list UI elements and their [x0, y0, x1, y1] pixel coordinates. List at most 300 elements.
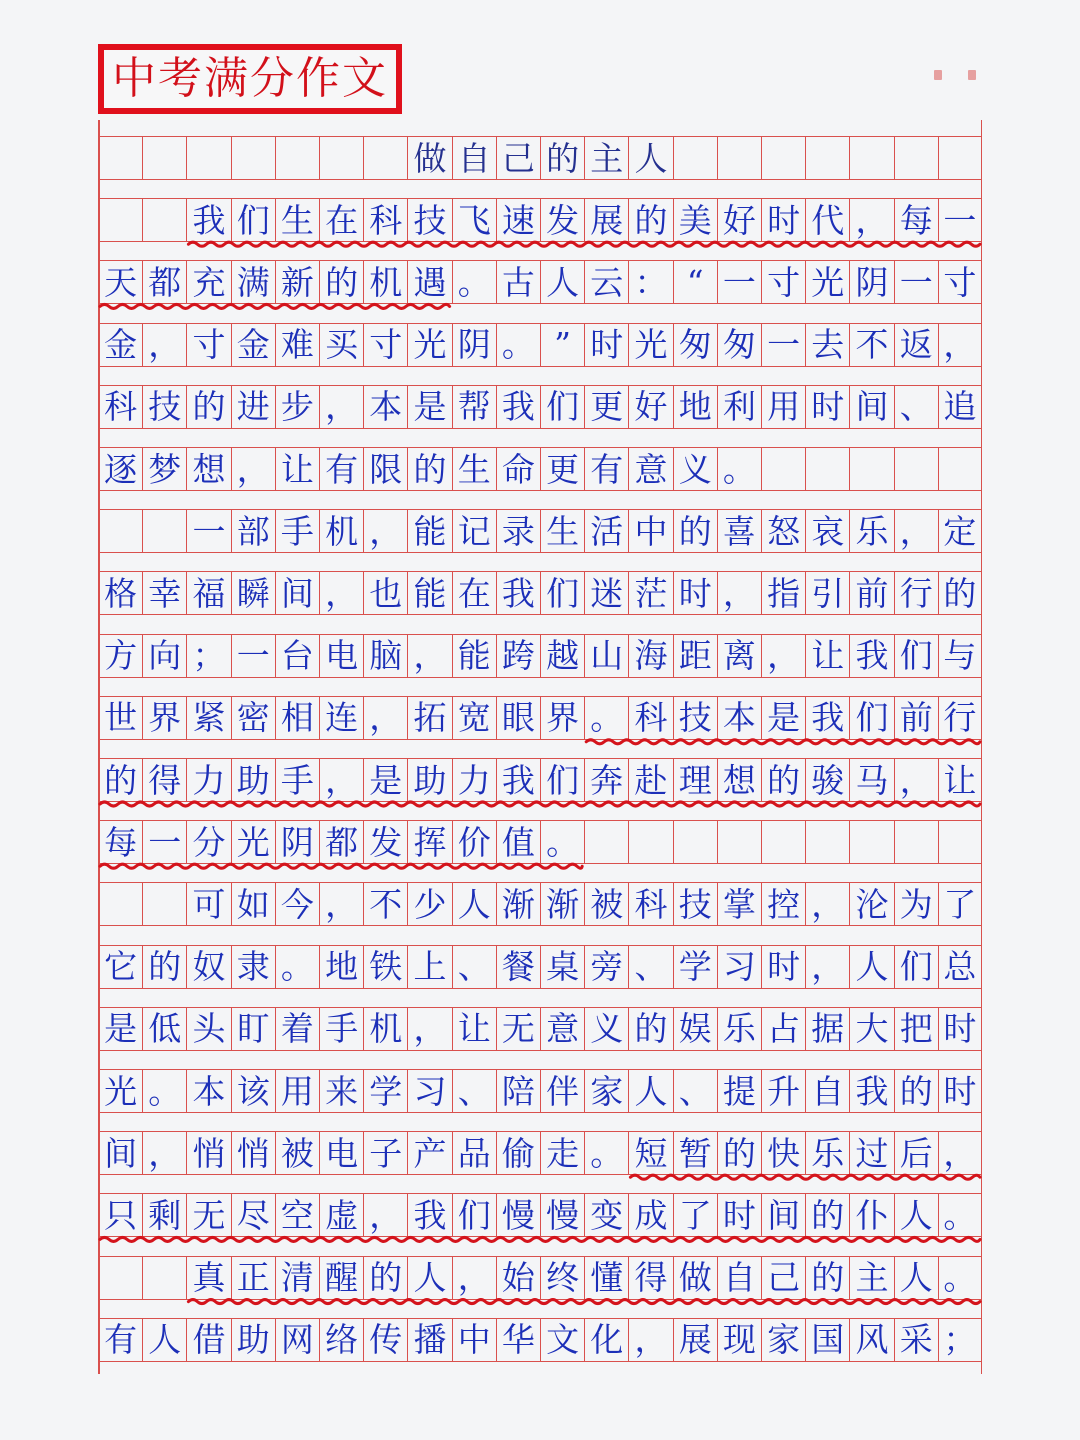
grid-cell: 络 — [319, 1319, 363, 1361]
grid-cell: 的 — [407, 448, 451, 490]
grid-cell: 、 — [628, 946, 672, 988]
grid-cell: 借 — [186, 1319, 230, 1361]
grid-cell: 悄 — [186, 1132, 230, 1174]
grid-cell: 科 — [98, 386, 142, 428]
grid-cell: 值 — [496, 821, 540, 863]
grid-cell: 品 — [452, 1132, 496, 1174]
grid-cell: 跨 — [496, 635, 540, 677]
grid-cell: 怒 — [761, 510, 805, 552]
grid-cell: 脑 — [363, 635, 407, 677]
grid-cell: 每 — [98, 821, 142, 863]
grid-cell — [142, 883, 186, 925]
grid-cell: 时 — [761, 946, 805, 988]
grid-cell: 金 — [98, 324, 142, 366]
grid-cell: 提 — [717, 1070, 761, 1112]
grid-cell: 始 — [496, 1257, 540, 1299]
grid-cell — [894, 821, 938, 863]
grid-cell: 代 — [805, 199, 849, 241]
grid-cell: 想 — [186, 448, 230, 490]
grid-cell: 网 — [275, 1319, 319, 1361]
grid-cell: 意 — [628, 448, 672, 490]
grid-cell: 中 — [452, 1319, 496, 1361]
grid-cell — [142, 1257, 186, 1299]
grid-cell: 记 — [452, 510, 496, 552]
grid-cell: 据 — [805, 1008, 849, 1050]
grid-cell: 剩 — [142, 1194, 186, 1236]
grid-cell: 让 — [452, 1008, 496, 1050]
grid-cell: 光 — [407, 324, 451, 366]
grid-cell: 家 — [761, 1319, 805, 1361]
grid-cell: 是 — [407, 386, 451, 428]
grid-cell: 是 — [761, 697, 805, 739]
grid-cell: 在 — [452, 572, 496, 614]
grid-cell: 占 — [761, 1008, 805, 1050]
grid-cell: 主 — [849, 1257, 893, 1299]
grid-cell: 逐 — [98, 448, 142, 490]
grid-cell: 追 — [938, 386, 982, 428]
grid-cell: 一 — [761, 324, 805, 366]
grid-cell — [849, 821, 893, 863]
grid-cell: 发 — [363, 821, 407, 863]
grid-cell: 自 — [452, 137, 496, 179]
grid-cell: 空 — [275, 1194, 319, 1236]
grid-cell: ， — [407, 635, 451, 677]
grid-cell: 奴 — [186, 946, 230, 988]
grid-cell: 好 — [717, 199, 761, 241]
grid-cell: ， — [363, 697, 407, 739]
grid-cell: 少 — [407, 883, 451, 925]
grid-cell: 阴 — [452, 324, 496, 366]
grid-cell: 哀 — [805, 510, 849, 552]
grid-cell: 机 — [363, 261, 407, 303]
grid-cell: ， — [142, 1132, 186, 1174]
grid-cell — [98, 199, 142, 241]
grid-cell: 一 — [938, 199, 982, 241]
grid-cell: 。 — [452, 261, 496, 303]
grid-cell — [584, 821, 628, 863]
grid-cell: 有 — [319, 448, 363, 490]
grid-row — [98, 882, 982, 926]
grid-cell: 有 — [584, 448, 628, 490]
grid-cell: 们 — [231, 199, 275, 241]
grid-cell: 帮 — [452, 386, 496, 428]
grid-cell — [938, 448, 982, 490]
grid-cell: 紧 — [186, 697, 230, 739]
grid-cell: 终 — [540, 1257, 584, 1299]
grid-cell: 头 — [186, 1008, 230, 1050]
grid-cell: 是 — [363, 759, 407, 801]
grid-cell: 喜 — [717, 510, 761, 552]
grid-cell: 时 — [805, 386, 849, 428]
grid-cell: 间 — [849, 386, 893, 428]
grid-cell: 相 — [275, 697, 319, 739]
grid-cell: 得 — [142, 759, 186, 801]
grid-cell: 懂 — [584, 1257, 628, 1299]
grid-cell: 、 — [673, 1070, 717, 1112]
grid-cell — [717, 137, 761, 179]
grid-cell: 快 — [761, 1132, 805, 1174]
grid-row — [98, 509, 982, 553]
grid-cell — [98, 883, 142, 925]
grid-cell: 瞬 — [231, 572, 275, 614]
grid-cell: 骏 — [805, 759, 849, 801]
grid-cell: 上 — [407, 946, 451, 988]
grid-cell: ， — [849, 199, 893, 241]
grid-cell: 好 — [628, 386, 672, 428]
grid-cell: 。 — [938, 1194, 982, 1236]
grid-cell: 人 — [628, 1070, 672, 1112]
grid-cell: 人 — [452, 883, 496, 925]
grid-cell: 走 — [540, 1132, 584, 1174]
grid-cell: 清 — [275, 1257, 319, 1299]
grid-cell: ， — [319, 883, 363, 925]
grid-cell: 用 — [761, 386, 805, 428]
grid-cell: 山 — [584, 635, 628, 677]
grid-cell: 机 — [319, 510, 363, 552]
grid-row — [98, 323, 982, 367]
grid-cell: 的 — [186, 386, 230, 428]
grid-cell: 们 — [894, 635, 938, 677]
grid-left-edge — [98, 120, 100, 1374]
grid-cell: 时 — [717, 1194, 761, 1236]
grid-cell: 的 — [363, 1257, 407, 1299]
grid-cell: 遇 — [407, 261, 451, 303]
grid-cell: 一 — [894, 261, 938, 303]
grid-cell: 醒 — [319, 1257, 363, 1299]
grid-cell: 茫 — [628, 572, 672, 614]
grid-cell: 的 — [938, 572, 982, 614]
grid-cell: 我 — [496, 759, 540, 801]
grid-row — [98, 820, 982, 864]
grid-cell: ， — [628, 1319, 672, 1361]
decorative-dots — [934, 70, 976, 80]
grid-cell: 文 — [540, 1319, 584, 1361]
grid-cell: 让 — [275, 448, 319, 490]
grid-cell: 速 — [496, 199, 540, 241]
grid-cell: 、 — [894, 386, 938, 428]
grid-cell: 迷 — [584, 572, 628, 614]
grid-cell: 发 — [540, 199, 584, 241]
grid-cell: 了 — [673, 1194, 717, 1236]
grid-cell: 习 — [717, 946, 761, 988]
grid-cell: 本 — [717, 697, 761, 739]
grid-cell: 格 — [98, 572, 142, 614]
grid-cell: ： — [628, 261, 672, 303]
grid-cell: 技 — [142, 386, 186, 428]
grid-cell: 我 — [496, 572, 540, 614]
grid-cell: 是 — [98, 1008, 142, 1050]
grid-cell: 国 — [805, 1319, 849, 1361]
grid-row — [98, 758, 982, 802]
grid-cell — [805, 821, 849, 863]
grid-cell: 限 — [363, 448, 407, 490]
grid-cell — [319, 137, 363, 179]
grid-cell: 过 — [849, 1132, 893, 1174]
grid-cell: 进 — [231, 386, 275, 428]
grid-cell: 眼 — [496, 697, 540, 739]
grid-cell: 乐 — [849, 510, 893, 552]
grid-cell: 的 — [628, 199, 672, 241]
grid-cell: 光 — [805, 261, 849, 303]
grid-cell: 时 — [938, 1008, 982, 1050]
composition-grid-paper — [98, 120, 982, 1374]
grid-cell: 云 — [584, 261, 628, 303]
grid-cell — [849, 448, 893, 490]
grid-cell — [363, 137, 407, 179]
essay-category-label — [98, 44, 402, 114]
grid-cell: 人 — [849, 946, 893, 988]
grid-cell: 科 — [628, 697, 672, 739]
grid-cell: 现 — [717, 1319, 761, 1361]
grid-cell: 间 — [275, 572, 319, 614]
grid-cell: 赴 — [628, 759, 672, 801]
grid-cell: 。 — [540, 821, 584, 863]
grid-cell: ” — [540, 324, 584, 366]
grid-cell — [98, 510, 142, 552]
grid-cell: 向 — [142, 635, 186, 677]
grid-cell: 距 — [673, 635, 717, 677]
grid-cell: 引 — [805, 572, 849, 614]
grid-cell: 、 — [452, 946, 496, 988]
grid-cell: 沦 — [849, 883, 893, 925]
grid-cell: ， — [407, 1008, 451, 1050]
grid-cell: 生 — [452, 448, 496, 490]
grid-cell: 技 — [673, 883, 717, 925]
essay-category-text: 中考满分作文 — [112, 53, 388, 104]
grid-cell: 风 — [849, 1319, 893, 1361]
grid-cell — [142, 137, 186, 179]
grid-cell: 伴 — [540, 1070, 584, 1112]
grid-cell: 助 — [231, 1319, 275, 1361]
grid-cell: 本 — [186, 1070, 230, 1112]
grid-cell: 宽 — [452, 697, 496, 739]
grid-cell — [805, 448, 849, 490]
grid-cell: 也 — [363, 572, 407, 614]
grid-cell: “ — [673, 261, 717, 303]
grid-cell: 世 — [98, 697, 142, 739]
grid-cell: 分 — [186, 821, 230, 863]
grid-row — [98, 634, 982, 678]
grid-cell: 后 — [894, 1132, 938, 1174]
grid-cell: 该 — [231, 1070, 275, 1112]
grid-cell: 匆 — [717, 324, 761, 366]
grid-cell: 产 — [407, 1132, 451, 1174]
grid-cell: 主 — [584, 137, 628, 179]
grid-cell: 铁 — [363, 946, 407, 988]
grid-cell: 的 — [805, 1194, 849, 1236]
grid-cell: 的 — [628, 1008, 672, 1050]
grid-cell: 间 — [761, 1194, 805, 1236]
grid-cell — [142, 510, 186, 552]
grid-cell — [673, 137, 717, 179]
grid-cell: 学 — [673, 946, 717, 988]
grid-cell: ， — [452, 1257, 496, 1299]
grid-cell: 在 — [319, 199, 363, 241]
grid-cell: 的 — [98, 759, 142, 801]
grid-cell: 真 — [186, 1257, 230, 1299]
grid-row — [98, 945, 982, 989]
grid-cell: 手 — [275, 510, 319, 552]
grid-cell: 科 — [363, 199, 407, 241]
grid-cell: ， — [142, 324, 186, 366]
grid-cell: 了 — [938, 883, 982, 925]
grid-cell: 台 — [275, 635, 319, 677]
grid-cell: 乐 — [805, 1132, 849, 1174]
grid-cell: 活 — [584, 510, 628, 552]
grid-cell: 学 — [363, 1070, 407, 1112]
grid-cell: 们 — [452, 1194, 496, 1236]
grid-cell: 乐 — [717, 1008, 761, 1050]
grid-cell: 越 — [540, 635, 584, 677]
grid-cell: 掌 — [717, 883, 761, 925]
grid-cell: 控 — [761, 883, 805, 925]
grid-cell — [673, 821, 717, 863]
grid-cell: 人 — [142, 1319, 186, 1361]
grid-cell: 福 — [186, 572, 230, 614]
grid-cell: 。 — [584, 1132, 628, 1174]
grid-cell: 无 — [496, 1008, 540, 1050]
grid-cell: 飞 — [452, 199, 496, 241]
grid-cell: ， — [894, 759, 938, 801]
grid-cell: 一 — [717, 261, 761, 303]
grid-cell: 光 — [231, 821, 275, 863]
grid-cell — [275, 137, 319, 179]
grid-cell — [894, 448, 938, 490]
grid-cell: 更 — [540, 448, 584, 490]
grid-cell: 悄 — [231, 1132, 275, 1174]
grid-cell: 能 — [452, 635, 496, 677]
grid-cell: 我 — [805, 697, 849, 739]
grid-cell: 一 — [231, 635, 275, 677]
grid-cell: 的 — [319, 261, 363, 303]
grid-cell: 今 — [275, 883, 319, 925]
grid-cell: 。 — [275, 946, 319, 988]
grid-cell: 我 — [849, 635, 893, 677]
grid-cell: 慢 — [496, 1194, 540, 1236]
grid-cell: 己 — [761, 1257, 805, 1299]
grid-cell: 渐 — [540, 883, 584, 925]
grid-cell: 满 — [231, 261, 275, 303]
grid-cell: 成 — [628, 1194, 672, 1236]
grid-cell: 界 — [142, 697, 186, 739]
grid-cell: ； — [186, 635, 230, 677]
grid-cell: 光 — [98, 1070, 142, 1112]
grid-cell: 己 — [496, 137, 540, 179]
grid-cell: 。 — [496, 324, 540, 366]
grid-row — [98, 385, 982, 429]
grid-cell: 手 — [319, 1008, 363, 1050]
grid-cell: 渐 — [496, 883, 540, 925]
grid-cell: 天 — [98, 261, 142, 303]
grid-cell: ， — [805, 946, 849, 988]
grid-cell: 本 — [363, 386, 407, 428]
grid-cell: 餐 — [496, 946, 540, 988]
grid-cell: 们 — [540, 572, 584, 614]
grid-cell: 的 — [805, 1257, 849, 1299]
grid-cell: ， — [938, 1132, 982, 1174]
grid-cell: 地 — [319, 946, 363, 988]
grid-cell: 界 — [540, 697, 584, 739]
grid-cell: 前 — [849, 572, 893, 614]
grid-cell: 机 — [363, 1008, 407, 1050]
grid-cell: 梦 — [142, 448, 186, 490]
grid-cell — [186, 137, 230, 179]
grid-cell: 、 — [452, 1070, 496, 1112]
grid-cell: 生 — [540, 510, 584, 552]
grid-cell: 无 — [186, 1194, 230, 1236]
grid-cell: 方 — [98, 635, 142, 677]
grid-cell: 旁 — [584, 946, 628, 988]
grid-cell: 电 — [319, 1132, 363, 1174]
grid-cell: 地 — [673, 386, 717, 428]
grid-cell: 力 — [186, 759, 230, 801]
grid-cell: 时 — [584, 324, 628, 366]
grid-cell: 连 — [319, 697, 363, 739]
grid-cell: 用 — [275, 1070, 319, 1112]
grid-cell — [98, 1257, 142, 1299]
grid-cell: 有 — [98, 1319, 142, 1361]
grid-cell: ， — [894, 510, 938, 552]
grid-cell: 马 — [849, 759, 893, 801]
grid-cell: 尽 — [231, 1194, 275, 1236]
grid-cell: 们 — [849, 697, 893, 739]
grid-cell: 义 — [584, 1008, 628, 1050]
grid-cell: 部 — [231, 510, 275, 552]
grid-cell: 它 — [98, 946, 142, 988]
grid-cell: 电 — [319, 635, 363, 677]
grid-cell: 寸 — [761, 261, 805, 303]
grid-cell: 录 — [496, 510, 540, 552]
grid-cell: 传 — [363, 1319, 407, 1361]
grid-right-edge — [981, 120, 983, 1374]
grid-cell: 人 — [407, 1257, 451, 1299]
grid-cell: 人 — [628, 137, 672, 179]
grid-cell — [98, 137, 142, 179]
grid-cell: 播 — [407, 1319, 451, 1361]
grid-cell: 定 — [938, 510, 982, 552]
grid-cell: 技 — [407, 199, 451, 241]
grid-cell: 总 — [938, 946, 982, 988]
grid-cell: 让 — [938, 759, 982, 801]
grid-cell: 变 — [584, 1194, 628, 1236]
grid-cell: 行 — [894, 572, 938, 614]
grid-row — [98, 1069, 982, 1113]
grid-cell: ， — [363, 510, 407, 552]
grid-cell: 义 — [673, 448, 717, 490]
grid-cell: 偷 — [496, 1132, 540, 1174]
title-row — [98, 136, 982, 180]
grid-row — [98, 260, 982, 304]
grid-cell: 们 — [894, 946, 938, 988]
grid-cell: 阴 — [849, 261, 893, 303]
grid-cell — [231, 137, 275, 179]
grid-cell: 的 — [673, 510, 717, 552]
grid-cell: 阴 — [275, 821, 319, 863]
grid-cell: 。 — [938, 1257, 982, 1299]
grid-cell: 慢 — [540, 1194, 584, 1236]
grid-cell: 子 — [363, 1132, 407, 1174]
grid-cell: 每 — [894, 199, 938, 241]
grid-cell: 如 — [231, 883, 275, 925]
grid-cell: 被 — [275, 1132, 319, 1174]
grid-cell: 我 — [496, 386, 540, 428]
grid-cell: 助 — [231, 759, 275, 801]
grid-cell: ， — [717, 572, 761, 614]
grid-cell — [894, 137, 938, 179]
grid-cell: 我 — [849, 1070, 893, 1112]
grid-cell: 时 — [938, 1070, 982, 1112]
grid-cell: 中 — [628, 510, 672, 552]
